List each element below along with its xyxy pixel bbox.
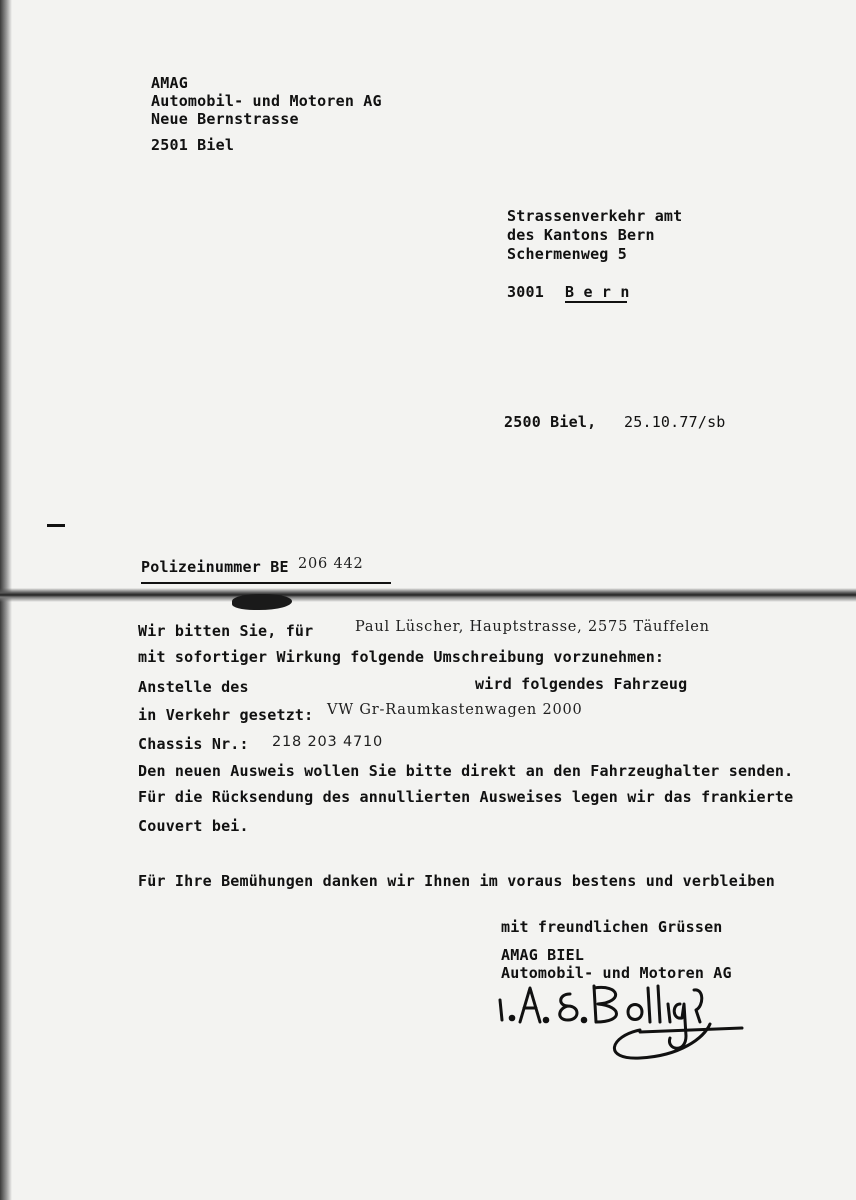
instead-label: Anstelle des xyxy=(138,678,249,696)
police-number-value: 206 442 xyxy=(298,556,364,572)
recipient-city-underline xyxy=(565,301,627,303)
body-line6: Den neuen Ausweis wollen Sie bitte direkt an den Fahrzeughalter senden. xyxy=(138,762,794,780)
closing-greeting: mit freundlichen Grüssen xyxy=(501,918,723,936)
recipient-line1: Strassenverkehr amt xyxy=(507,207,683,225)
recipient-street: Schermenweg 5 xyxy=(507,245,627,263)
dateline-date: 25.10.77/sb xyxy=(624,413,726,431)
fold-crease xyxy=(0,588,856,602)
police-number-underline xyxy=(141,582,391,584)
closing-company: AMAG BIEL xyxy=(501,946,585,964)
body-line8: Couvert bei. xyxy=(138,817,249,835)
police-number-label: Polizeinummer BE xyxy=(141,558,289,576)
sender-city: 2501 Biel xyxy=(151,136,235,154)
body-line2: mit sofortiger Wirkung folgende Umschreibung vorzunehmen: xyxy=(138,648,665,666)
sender-company: Automobil- und Motoren AG xyxy=(151,92,382,110)
thanks-line: Für Ihre Bemühungen danken wir Ihnen im voraus bestens und verbleiben xyxy=(138,872,775,890)
closing-company-full: Automobil- und Motoren AG xyxy=(501,964,732,982)
vehicle-model: VW Gr-Raumkastenwagen 2000 xyxy=(327,702,583,718)
body-line7: Für die Rücksendung des annullierten Ausweises legen wir das frankierte xyxy=(138,788,794,806)
dateline-place: 2500 Biel, xyxy=(504,413,597,431)
recipient-line2: des Kantons Bern xyxy=(507,226,655,244)
sender-street: Neue Bernstrasse xyxy=(151,110,299,128)
recipient-city: B e r n xyxy=(565,283,630,301)
vehicle-holder: Paul Lüscher, Hauptstrasse, 2575 Täuffelen xyxy=(355,619,710,635)
sender-name: AMAG xyxy=(151,74,188,92)
ink-blot xyxy=(232,594,292,610)
traffic-label: in Verkehr gesetzt: xyxy=(138,706,314,724)
replaced-vehicle-label: wird folgendes Fahrzeug xyxy=(475,675,688,693)
margin-mark xyxy=(47,524,65,527)
handwritten-signature xyxy=(490,978,760,1068)
recipient-postcode: 3001 xyxy=(507,283,544,301)
request-label: Wir bitten Sie, für xyxy=(138,622,314,640)
chassis-number: 218 203 4710 xyxy=(272,734,384,750)
chassis-label: Chassis Nr.: xyxy=(138,735,249,753)
